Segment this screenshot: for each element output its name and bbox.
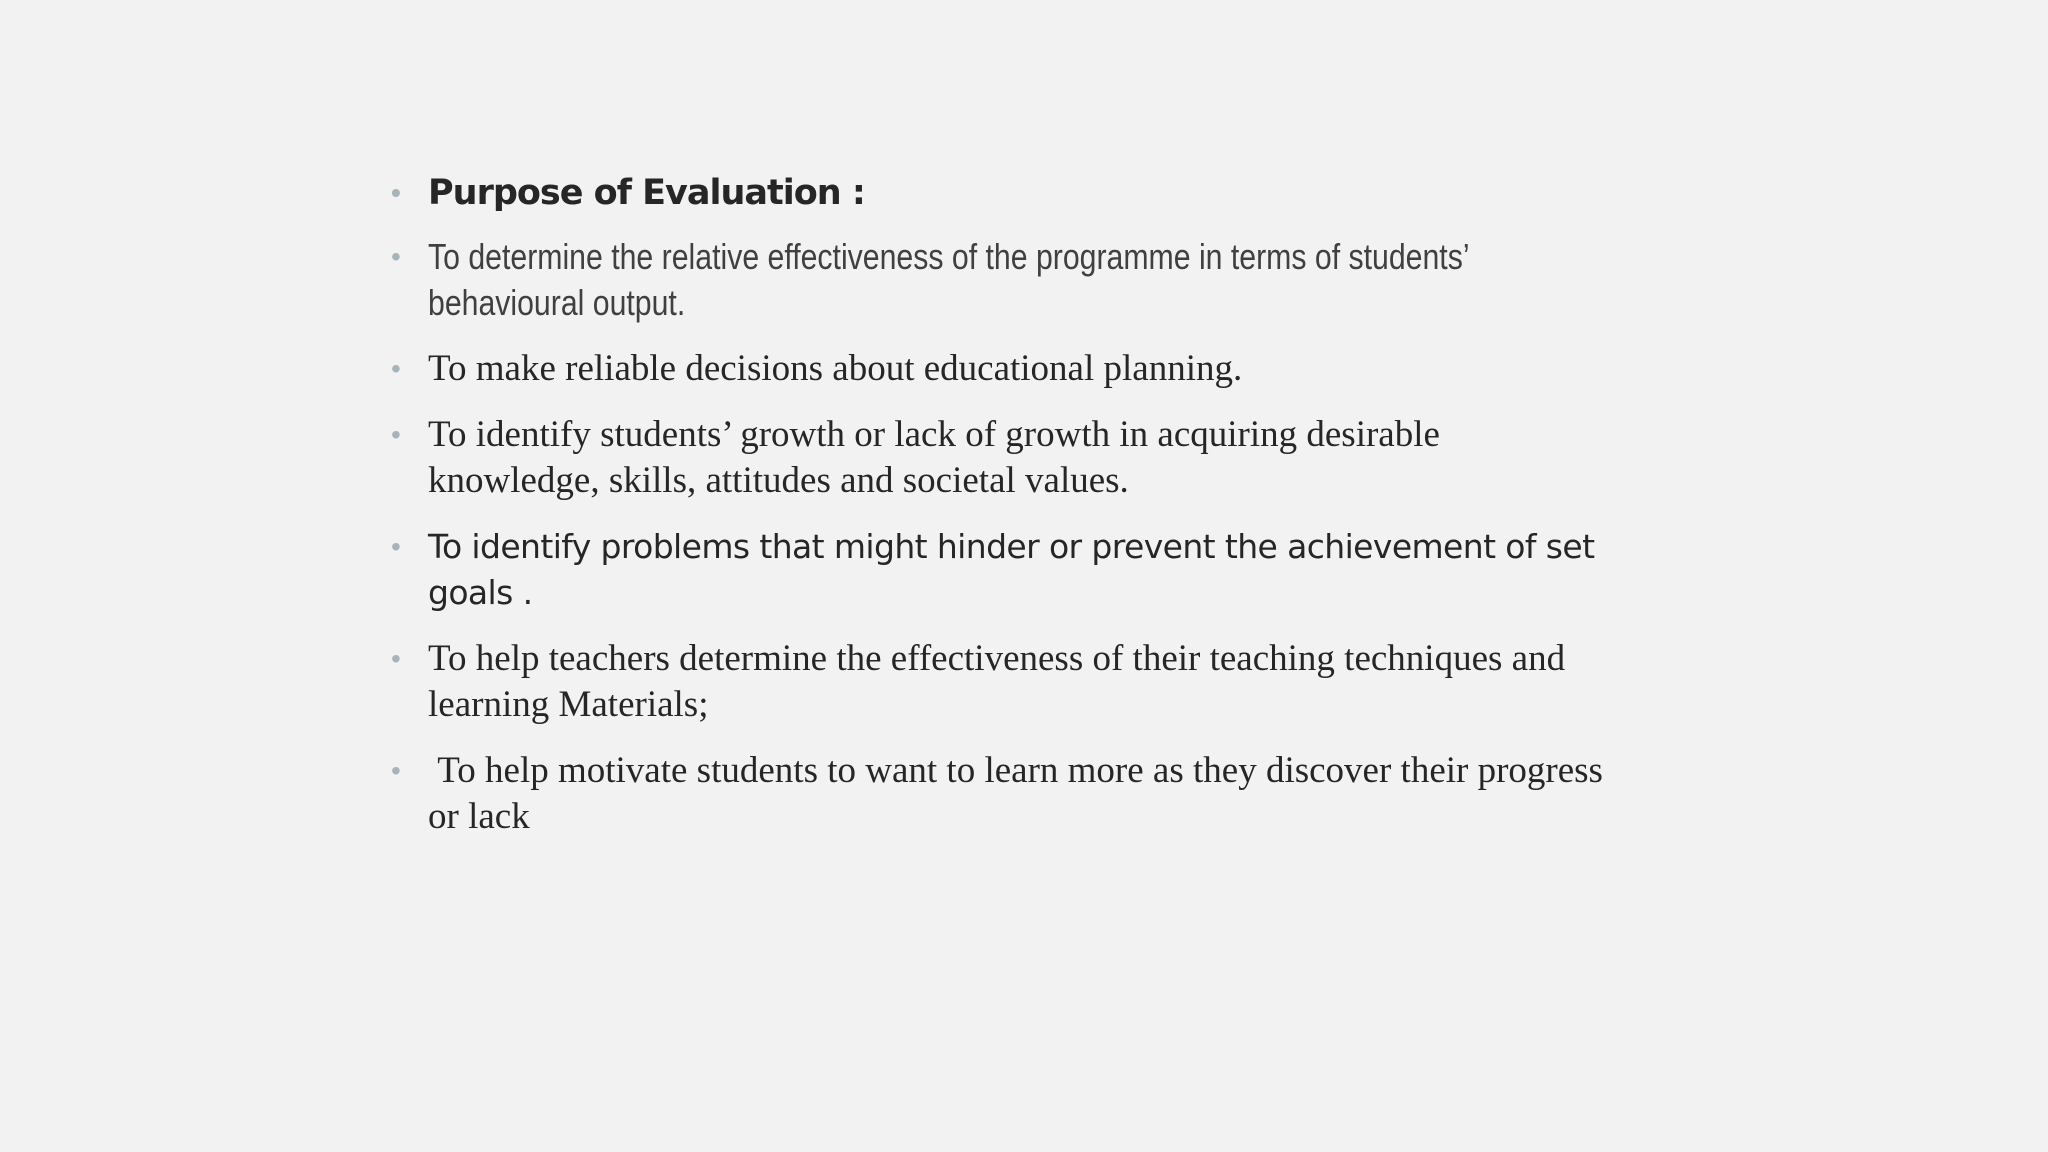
- bullet-text-5: To help teachers determine the effectiveness of their teaching techniques and learning Materials;: [428, 638, 1566, 725]
- bullet-dot: •: [391, 531, 401, 562]
- bullet-dot: •: [391, 353, 401, 384]
- bullet-text-4: To identify problems that might hinder or prevent the achievement of set goals .: [428, 527, 1595, 612]
- bullet-item-6: [388, 748, 1708, 840]
- bullet-dot: •: [391, 419, 401, 450]
- bullet-item-3: [388, 412, 1708, 504]
- bullet-item-4: [388, 524, 1708, 616]
- bullet-item-2: [388, 346, 1708, 392]
- bullet-text-2: To make reliable decisions about educational planning.: [428, 348, 1243, 389]
- bullet-text-1: To determine the relative effectiveness of the programme in terms of students’ behavioural output.: [428, 236, 1470, 323]
- bullet-item-1: [388, 234, 1708, 326]
- bullet-dot: •: [391, 177, 400, 208]
- bullet-dot: •: [391, 643, 401, 674]
- bullet-dot: •: [391, 241, 401, 272]
- bullet-text-3: To identify students’ growth or lack of growth in acquiring desirable knowledge, skills, attitudes and societal values.: [428, 414, 1440, 501]
- bullet-list: [388, 170, 1708, 860]
- heading-text: Purpose of Evaluation :: [428, 173, 865, 213]
- bullet-heading: [388, 170, 1708, 216]
- bullet-text-6: To help motivate students to want to learn more as they discover their progress or lack: [428, 750, 1603, 837]
- bullet-item-5: [388, 636, 1708, 728]
- bullet-dot: •: [391, 755, 401, 786]
